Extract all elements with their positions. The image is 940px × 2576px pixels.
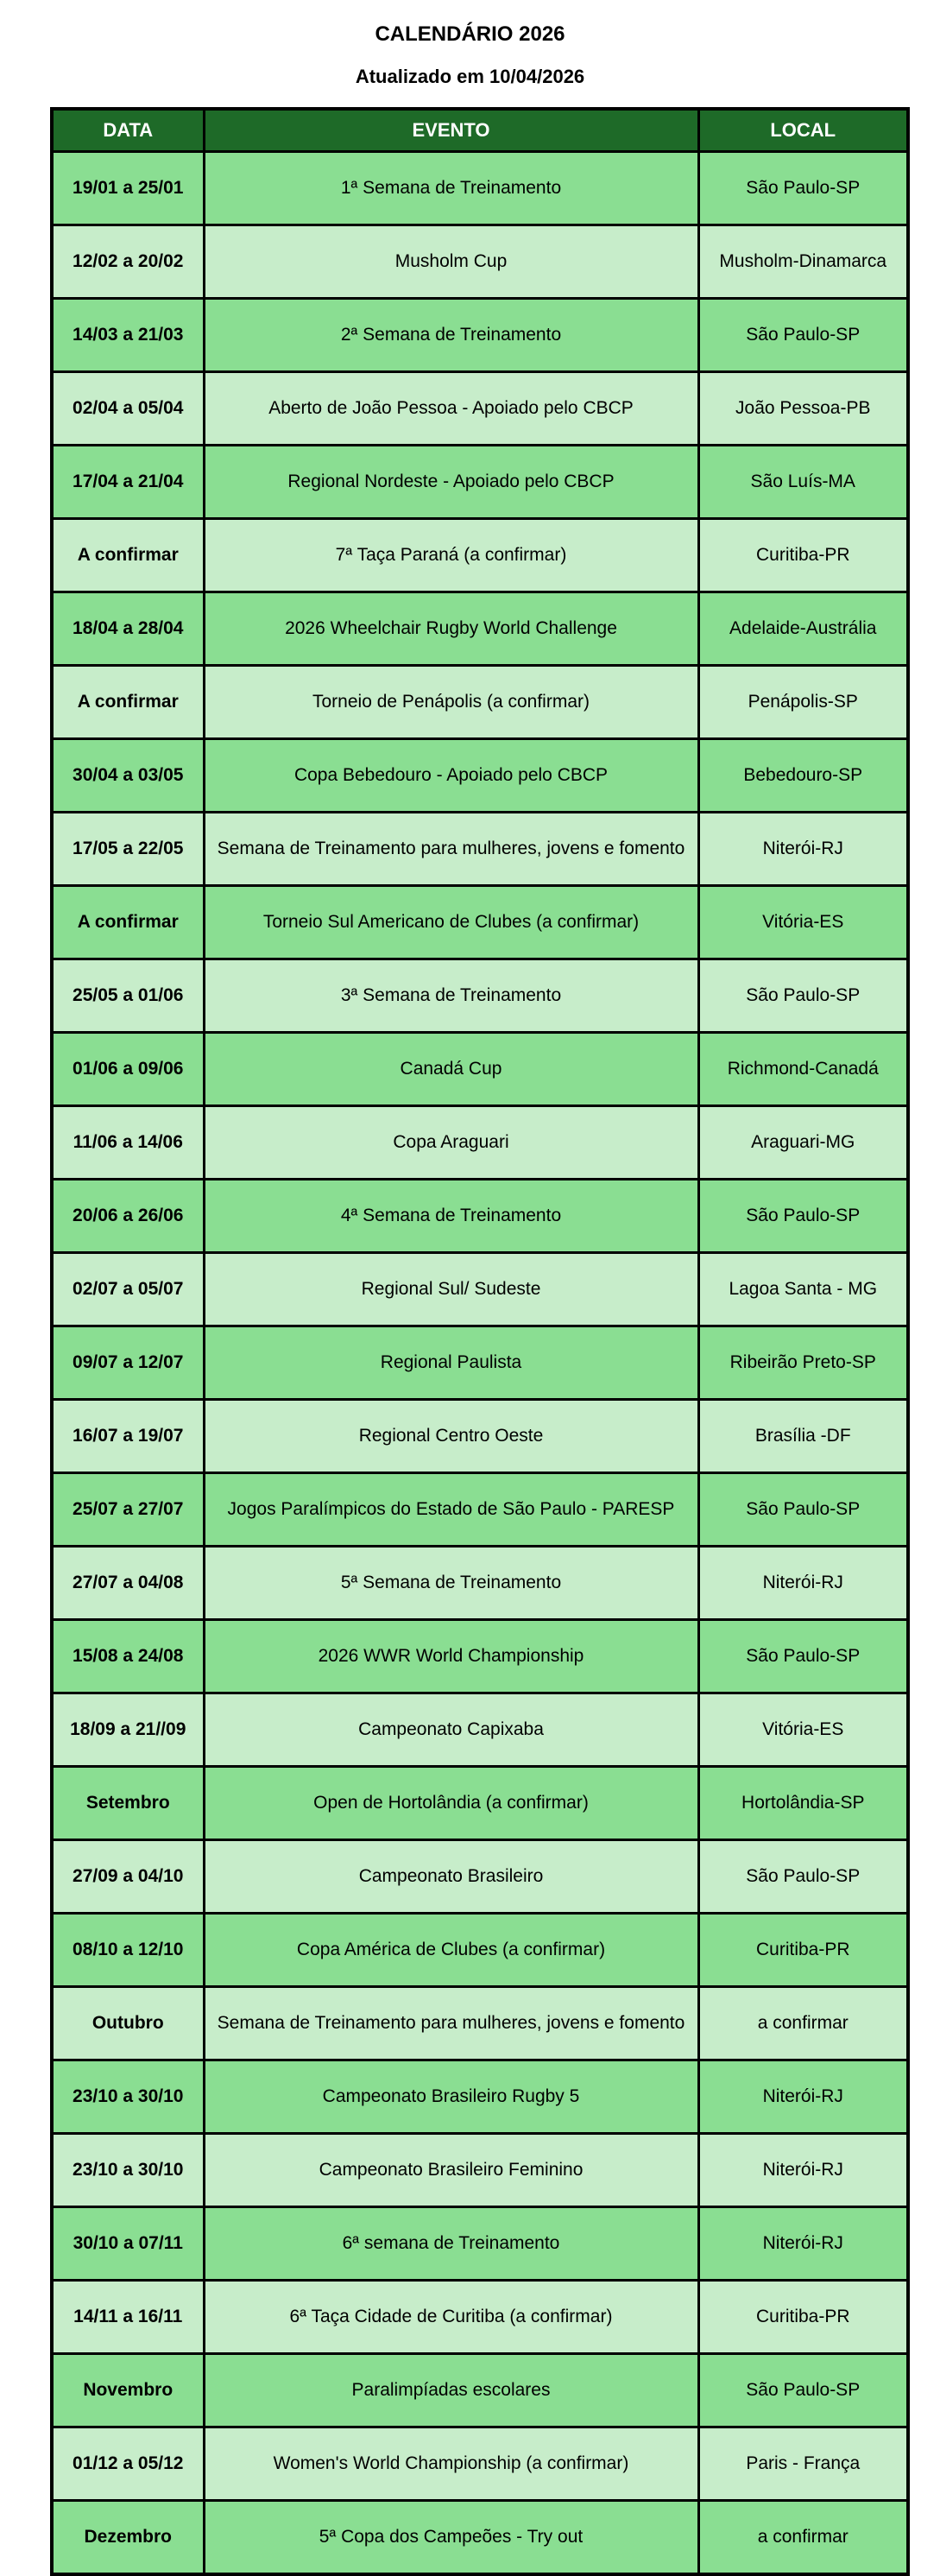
table-row [52,1033,908,1106]
local-cell: Vitória-ES [698,886,908,959]
event-cell: Copa Bebedouro - Apoiado pelo CBCP [204,739,698,813]
table-row [52,2281,908,2354]
event-cell: Torneio de Penápolis (a confirmar) [204,666,698,739]
event-cell: Women's World Championship (a confirmar) [204,2427,698,2501]
local-cell: Araguari-MG [698,1106,908,1180]
local-cell: Paris - França [698,2427,908,2501]
date-cell: 18/09 a 21//09 [52,1693,204,1767]
table-row [52,2207,908,2281]
local-cell: Vitória-ES [698,1693,908,1767]
local-cell: São Paulo-SP [698,959,908,1033]
local-cell: Penápolis-SP [698,666,908,739]
local-cell: São Paulo-SP [698,1473,908,1547]
local-cell: Lagoa Santa - MG [698,1253,908,1326]
event-cell: Semana de Treinamento para mulheres, jovens e fomento [204,813,698,886]
event-cell: Regional Paulista [204,1326,698,1400]
date-cell: 25/07 a 27/07 [52,1473,204,1547]
table-row [52,1106,908,1180]
event-cell: 7ª Taça Paraná (a confirmar) [204,519,698,592]
page-title: CALENDÁRIO 2026 [375,22,565,46]
table-row [52,372,908,446]
event-cell: Jogos Paralímpicos do Estado de São Paulo - PARESP [204,1473,698,1547]
table-row [52,446,908,519]
event-cell: Regional Centro Oeste [204,1400,698,1473]
table-row [52,1767,908,1840]
date-cell: Novembro [52,2354,204,2427]
local-cell: São Paulo-SP [698,1840,908,1914]
local-cell: Niterói-RJ [698,2207,908,2281]
table-row [52,739,908,813]
table-row [52,2427,908,2501]
column-header-data: DATA [52,109,204,152]
event-cell: Campeonato Capixaba [204,1693,698,1767]
event-cell: 6ª Taça Cidade de Curitiba (a confirmar) [204,2281,698,2354]
table-row [52,2354,908,2427]
table-row [52,1914,908,1987]
table-row [52,225,908,299]
local-cell: São Paulo-SP [698,299,908,372]
date-cell: 30/04 a 03/05 [52,739,204,813]
table-row [52,1253,908,1326]
event-cell: Copa Araguari [204,1106,698,1180]
local-cell: São Paulo-SP [698,1620,908,1693]
table-row [52,666,908,739]
date-cell: 16/07 a 19/07 [52,1400,204,1473]
date-cell: 09/07 a 12/07 [52,1326,204,1400]
date-cell: 01/06 a 09/06 [52,1033,204,1106]
local-cell: Niterói-RJ [698,2060,908,2134]
table-row [52,2501,908,2575]
table-body [52,152,908,2575]
event-cell: Campeonato Brasileiro Rugby 5 [204,2060,698,2134]
table-row [52,1400,908,1473]
event-cell: Aberto de João Pessoa - Apoiado pelo CBCP [204,372,698,446]
date-cell: 11/06 a 14/06 [52,1106,204,1180]
table-row [52,1840,908,1914]
event-cell: Paralimpíadas escolares [204,2354,698,2427]
date-cell: 12/02 a 20/02 [52,225,204,299]
table-row [52,1180,908,1253]
date-cell: 02/04 a 05/04 [52,372,204,446]
table-row [52,299,908,372]
event-cell: Campeonato Brasileiro [204,1840,698,1914]
date-cell: 02/07 a 05/07 [52,1253,204,1326]
local-cell: a confirmar [698,2501,908,2575]
event-cell: Regional Nordeste - Apoiado pelo CBCP [204,446,698,519]
table-row [52,1547,908,1620]
local-cell: Ribeirão Preto-SP [698,1326,908,1400]
local-cell: Niterói-RJ [698,2134,908,2207]
date-cell: 27/09 a 04/10 [52,1840,204,1914]
table-row [52,1693,908,1767]
column-header-local: LOCAL [698,109,908,152]
event-cell: 5ª Copa dos Campeões - Try out [204,2501,698,2575]
date-cell: 19/01 a 25/01 [52,152,204,225]
table-row [52,886,908,959]
column-header-evento: EVENTO [204,109,698,152]
local-cell: São Paulo-SP [698,1180,908,1253]
date-cell: 01/12 a 05/12 [52,2427,204,2501]
event-cell: Semana de Treinamento para mulheres, jovens e fomento [204,1987,698,2060]
table-row [52,2134,908,2207]
event-cell: 2ª Semana de Treinamento [204,299,698,372]
event-cell: 1ª Semana de Treinamento [204,152,698,225]
date-cell: 17/04 a 21/04 [52,446,204,519]
date-cell: A confirmar [52,519,204,592]
event-cell: Torneio Sul Americano de Clubes (a confirmar) [204,886,698,959]
date-cell: 23/10 a 30/10 [52,2134,204,2207]
local-cell: São Paulo-SP [698,152,908,225]
event-cell: Copa América de Clubes (a confirmar) [204,1914,698,1987]
table-row [52,592,908,666]
page-subtitle: Atualizado em 10/04/2026 [355,66,585,87]
event-cell: Musholm Cup [204,225,698,299]
event-cell: 3ª Semana de Treinamento [204,959,698,1033]
local-cell: Curitiba-PR [698,1914,908,1987]
date-cell: Dezembro [52,2501,204,2575]
table-row [52,813,908,886]
table-row [52,1620,908,1693]
local-cell: Curitiba-PR [698,2281,908,2354]
local-cell: São Luís-MA [698,446,908,519]
date-cell: Outubro [52,1987,204,2060]
date-cell: 15/08 a 24/08 [52,1620,204,1693]
local-cell: Musholm-Dinamarca [698,225,908,299]
local-cell: Curitiba-PR [698,519,908,592]
local-cell: São Paulo-SP [698,2354,908,2427]
date-cell: 17/05 a 22/05 [52,813,204,886]
local-cell: a confirmar [698,1987,908,2060]
local-cell: Richmond-Canadá [698,1033,908,1106]
table-row [52,1987,908,2060]
local-cell: Hortolândia-SP [698,1767,908,1840]
event-cell: Open de Hortolândia (a confirmar) [204,1767,698,1840]
local-cell: Adelaide-Austrália [698,592,908,666]
event-cell: Campeonato Brasileiro Feminino [204,2134,698,2207]
date-cell: 25/05 a 01/06 [52,959,204,1033]
local-cell: Brasília -DF [698,1400,908,1473]
table-row [52,959,908,1033]
event-cell: 6ª semana de Treinamento [204,2207,698,2281]
date-cell: Setembro [52,1767,204,1840]
date-cell: 20/06 a 26/06 [52,1180,204,1253]
date-cell: 23/10 a 30/10 [52,2060,204,2134]
table-row [52,519,908,592]
event-cell: 5ª Semana de Treinamento [204,1547,698,1620]
date-cell: 27/07 a 04/08 [52,1547,204,1620]
local-cell: Niterói-RJ [698,813,908,886]
local-cell: Bebedouro-SP [698,739,908,813]
calendar-table [50,107,910,2576]
local-cell: Niterói-RJ [698,1547,908,1620]
date-cell: 30/10 a 07/11 [52,2207,204,2281]
date-cell: A confirmar [52,666,204,739]
date-cell: 08/10 a 12/10 [52,1914,204,1987]
event-cell: Canadá Cup [204,1033,698,1106]
event-cell: 2026 Wheelchair Rugby World Challenge [204,592,698,666]
date-cell: 18/04 a 28/04 [52,592,204,666]
date-cell: A confirmar [52,886,204,959]
table-row [52,2060,908,2134]
event-cell: 4ª Semana de Treinamento [204,1180,698,1253]
date-cell: 14/11 a 16/11 [52,2281,204,2354]
table-row [52,1473,908,1547]
table-header-row [52,109,908,152]
table-row [52,1326,908,1400]
event-cell: Regional Sul/ Sudeste [204,1253,698,1326]
table-row [52,152,908,225]
local-cell: João Pessoa-PB [698,372,908,446]
event-cell: 2026 WWR World Championship [204,1620,698,1693]
date-cell: 14/03 a 21/03 [52,299,204,372]
